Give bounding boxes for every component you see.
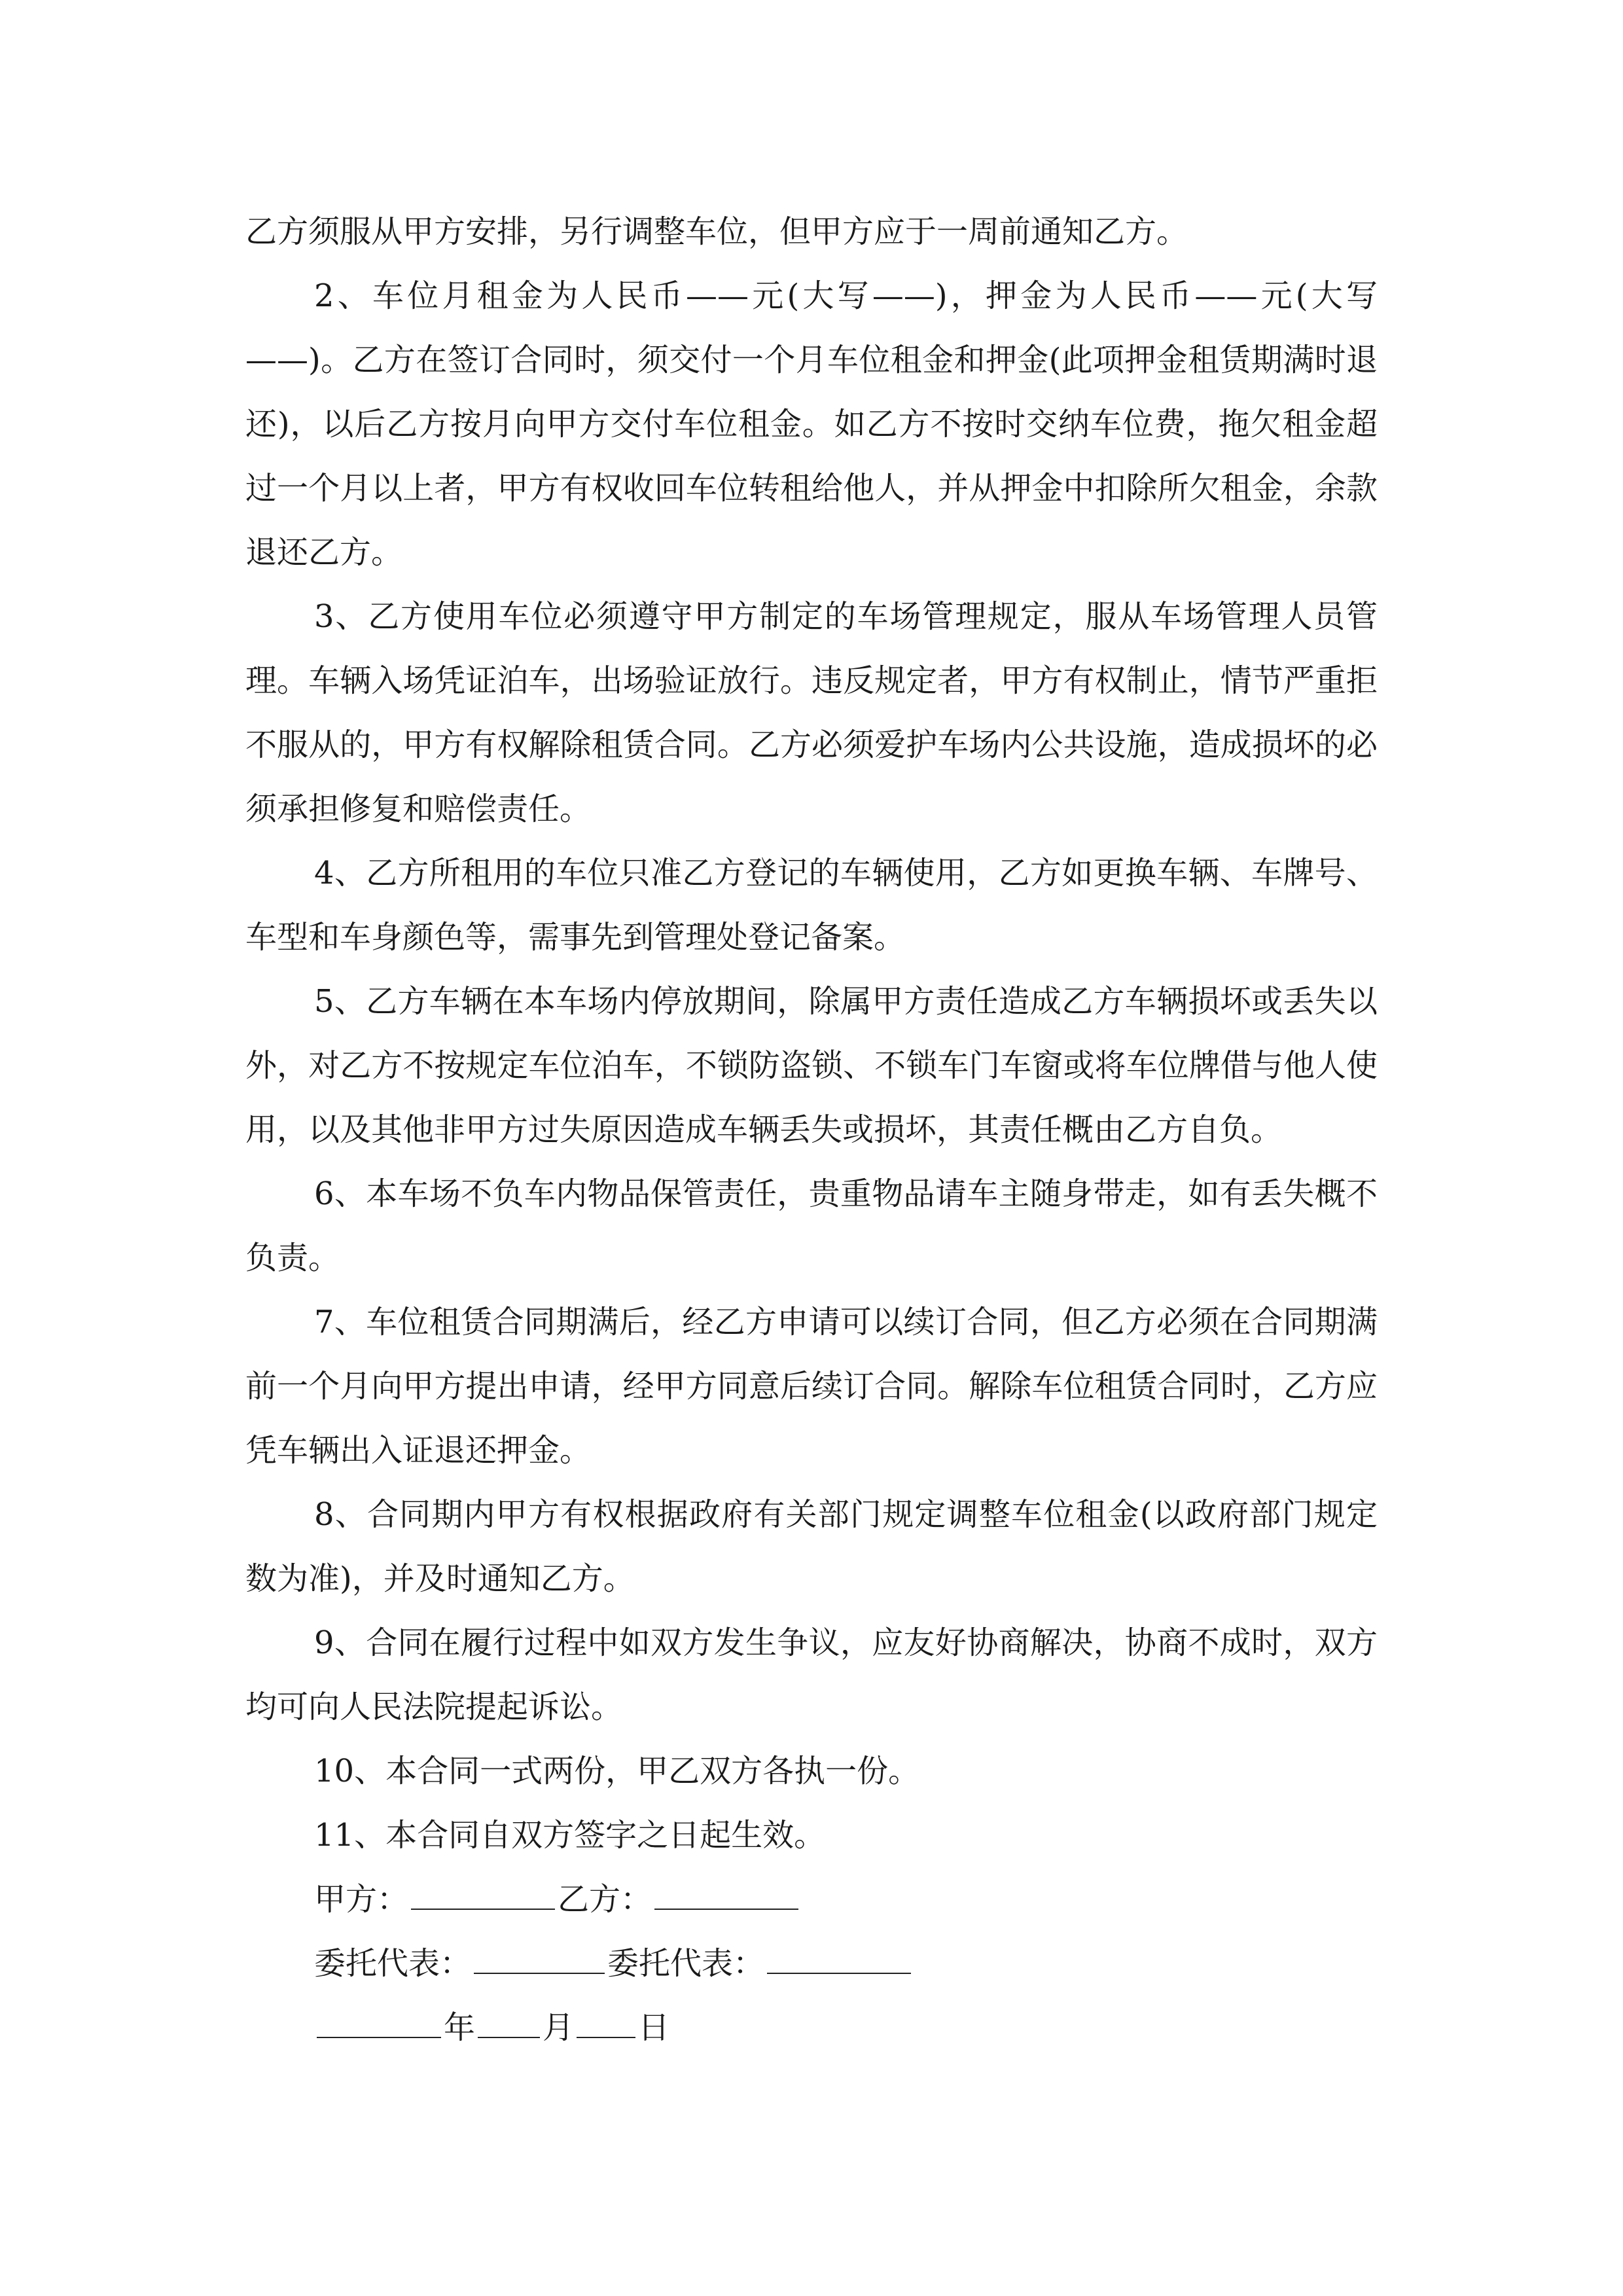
year-blank	[317, 2011, 441, 2038]
clause-9: 9、合同在履行过程中如双方发生争议，应友好协商解决，协商不成时，双方均可向人民法院提起诉讼。	[245, 1624, 1378, 1725]
agent-b-label: 委托代表：	[607, 1945, 765, 1982]
clause-8: 8、合同期内甲方有权根据政府有关部门规定调整车位租金(以政府部门规定数为准)，并及时通知乙方。	[245, 1496, 1378, 1597]
party-b-blank	[654, 1882, 798, 1910]
agent-a-blank	[474, 1946, 605, 1974]
clause-4: 4、乙方所租用的车位只准乙方登记的车辆使用，乙方如更换车辆、车牌号、车型和车身颜色等，需事先到管理处登记备案。	[245, 855, 1378, 956]
party-a-label: 甲方：	[314, 1881, 409, 1918]
party-a-blank	[411, 1882, 555, 1910]
paragraph-continuation: 乙方须服从甲方安排，另行调整车位，但甲方应于一周前通知乙方。	[245, 213, 1188, 250]
agent-b-blank	[767, 1946, 911, 1974]
day-blank	[577, 2011, 635, 2038]
month-label: 月	[543, 2009, 575, 2046]
year-label: 年	[444, 2009, 476, 2046]
party-b-label: 乙方：	[558, 1881, 652, 1918]
document-body	[245, 200, 1378, 2060]
clause-6: 6、本车场不负车内物品保管责任，贵重物品请车主随身带走，如有丢失概不负责。	[245, 1175, 1378, 1276]
clause-7: 7、车位租赁合同期满后，经乙方申请可以续订合同，但乙方必须在合同期满前一个月向甲方提出申请，经甲方同意后续订合同。解除车位租赁合同时，乙方应凭车辆出入证退还押金。	[245, 1304, 1378, 1469]
signature-agents-line	[245, 1931, 1378, 1996]
agent-a-label: 委托代表：	[314, 1945, 472, 1982]
clause-11: 11、本合同自双方签字之日起生效。	[314, 1817, 826, 1854]
month-blank	[478, 2011, 540, 2038]
signature-parties-line	[245, 1867, 1378, 1931]
clause-2: 2、车位月租金为人民币——元(大写——)，押金为人民币——元(大写——)。乙方在签订合同时，须交付一个月车位租金和押金(此项押金租赁期满时退还)，以后乙方按月向甲方交付车位租金。如乙方不按时交纳车位费，拖欠租金超过一个月以上者，甲方有权收回车位转租给他人，并从押金中扣除所欠租金，余款退还乙方。	[245, 278, 1378, 571]
clause-3: 3、乙方使用车位必须遵守甲方制定的车场管理规定，服从车场管理人员管理。车辆入场凭证泊车，出场验证放行。违反规定者，甲方有权制止，情节严重拒不服从的，甲方有权解除租赁合同。乙方必须爱护车场内公共设施，造成损坏的必须承担修复和赔偿责任。	[245, 598, 1378, 827]
signature-date-line	[245, 1996, 1378, 2060]
clause-10: 10、本合同一式两份，甲乙双方各执一份。	[314, 1753, 920, 1789]
day-label: 日	[638, 2009, 670, 2046]
clause-5: 5、乙方车辆在本车场内停放期间，除属甲方责任造成乙方车辆损坏或丢失以外，对乙方不按规定车位泊车，不锁防盗锁、不锁车门车窗或将车位牌借与他人使用，以及其他非甲方过失原因造成车辆丢失或损坏，其责任概由乙方自负。	[245, 983, 1378, 1148]
